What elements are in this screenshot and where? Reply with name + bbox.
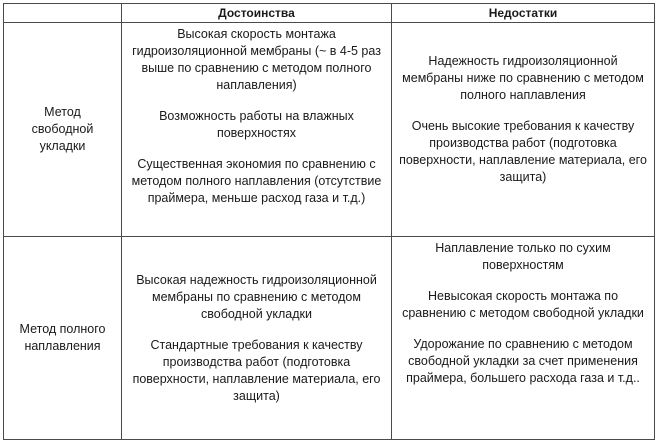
advantage-item: Существенная экономия по сравнению с методом полного наплавления (отсутствие праймера, меньше расход газа и т.д.) (131, 157, 382, 205)
disadvantages-cell (392, 23, 655, 237)
disadvantages-cell (392, 237, 655, 440)
method-label: Метод полного наплавления (19, 322, 106, 353)
header-disadvantages: Недостатки (392, 4, 655, 23)
row-header-free-laying (4, 23, 122, 237)
advantage-item: Высокая скорость монтажа гидроизоляционной мембраны (~ в 4-5 раз выше по сравнению с методом полного наплавления) (132, 27, 381, 92)
advantages-cell (122, 237, 392, 440)
disadvantage-item: Удорожание по сравнению с методом свободной укладки за счет применения праймера, большего расхода газа и т.д.. (406, 337, 640, 385)
header-advantages: Достоинства (122, 4, 392, 23)
disadvantage-item: Наплавление только по сухим поверхностям (435, 241, 611, 272)
advantages-cell (122, 23, 392, 237)
disadvantage-item: Невысокая скорость монтажа по сравнению с методом свободной укладки (402, 289, 644, 320)
advantage-item: Возможность работы на влажных поверхностях (159, 109, 354, 140)
method-label: Метод свободной укладки (31, 105, 94, 153)
header-row (4, 4, 655, 23)
row-header-full-fusion (4, 237, 122, 440)
header-empty (4, 4, 122, 23)
disadvantage-item: Очень высокие требования к качеству производства работ (подготовка поверхности, наплавление материала, его защита) (399, 119, 647, 184)
table-row-full-fusion (4, 237, 655, 440)
table-row-free-laying (4, 23, 655, 237)
advantage-item: Стандартные требования к качеству производства работ (подготовка поверхности, наплавление материала, его защита) (132, 337, 381, 403)
advantage-item: Высокая надежность гидроизоляционной мембраны по сравнению с методом свободной укладки (136, 272, 377, 321)
disadvantage-item: Надежность гидроизоляционной мембраны ниже по сравнению с методом полного наплавления (402, 54, 644, 102)
comparison-table (3, 3, 655, 440)
